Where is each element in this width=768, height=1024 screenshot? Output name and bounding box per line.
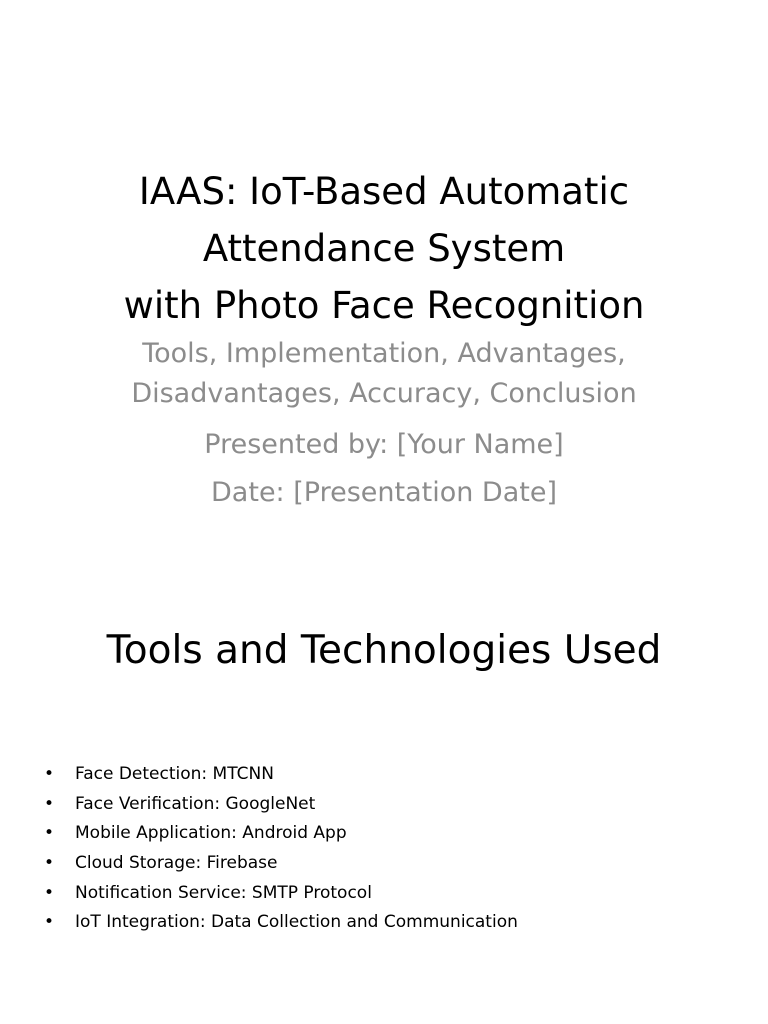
- list-item: [44, 760, 518, 790]
- tools-heading: Tools and Technologies Used: [106, 628, 662, 673]
- bullet-icon: •: [44, 912, 55, 933]
- tools-bullet-list: [44, 760, 518, 938]
- presenter-name: Presented by: [Your Name]: [204, 429, 564, 460]
- bullet-icon: •: [44, 853, 55, 874]
- presentation-date: Date: [Presentation Date]: [211, 477, 557, 508]
- bullet-icon: •: [44, 823, 55, 844]
- slide-title-line-2: Attendance System: [202, 227, 566, 270]
- slide-title: [0, 163, 768, 334]
- list-item: [44, 849, 518, 879]
- bullet-icon: •: [44, 882, 55, 903]
- slide-title-line-1: IAAS: IoT-Based Automatic: [138, 170, 630, 213]
- bullet-icon: •: [44, 764, 55, 784]
- bullet-text: IoT Integration: Data Collection and Communication: [75, 912, 518, 933]
- bullet-text: Mobile Application: Android App: [75, 823, 347, 844]
- subtitle-line-1: Tools, Implementation, Advantages,: [142, 338, 626, 369]
- list-item: [44, 908, 518, 938]
- list-item: [44, 790, 518, 820]
- slide-subtitle: [0, 334, 768, 517]
- slide-title-line-3: with Photo Face Recognition: [123, 284, 645, 327]
- bullet-text: Face Verification: GoogleNet: [75, 793, 316, 814]
- subtitle-line-2: Disadvantages, Accuracy, Conclusion: [131, 378, 637, 409]
- bullet-icon: •: [44, 793, 55, 814]
- list-item: [44, 819, 518, 849]
- bullet-text: Cloud Storage: Firebase: [75, 853, 278, 874]
- bullet-text: Face Detection: MTCNN: [75, 764, 274, 784]
- bullet-text: Notification Service: SMTP Protocol: [75, 882, 372, 903]
- list-item: [44, 879, 518, 909]
